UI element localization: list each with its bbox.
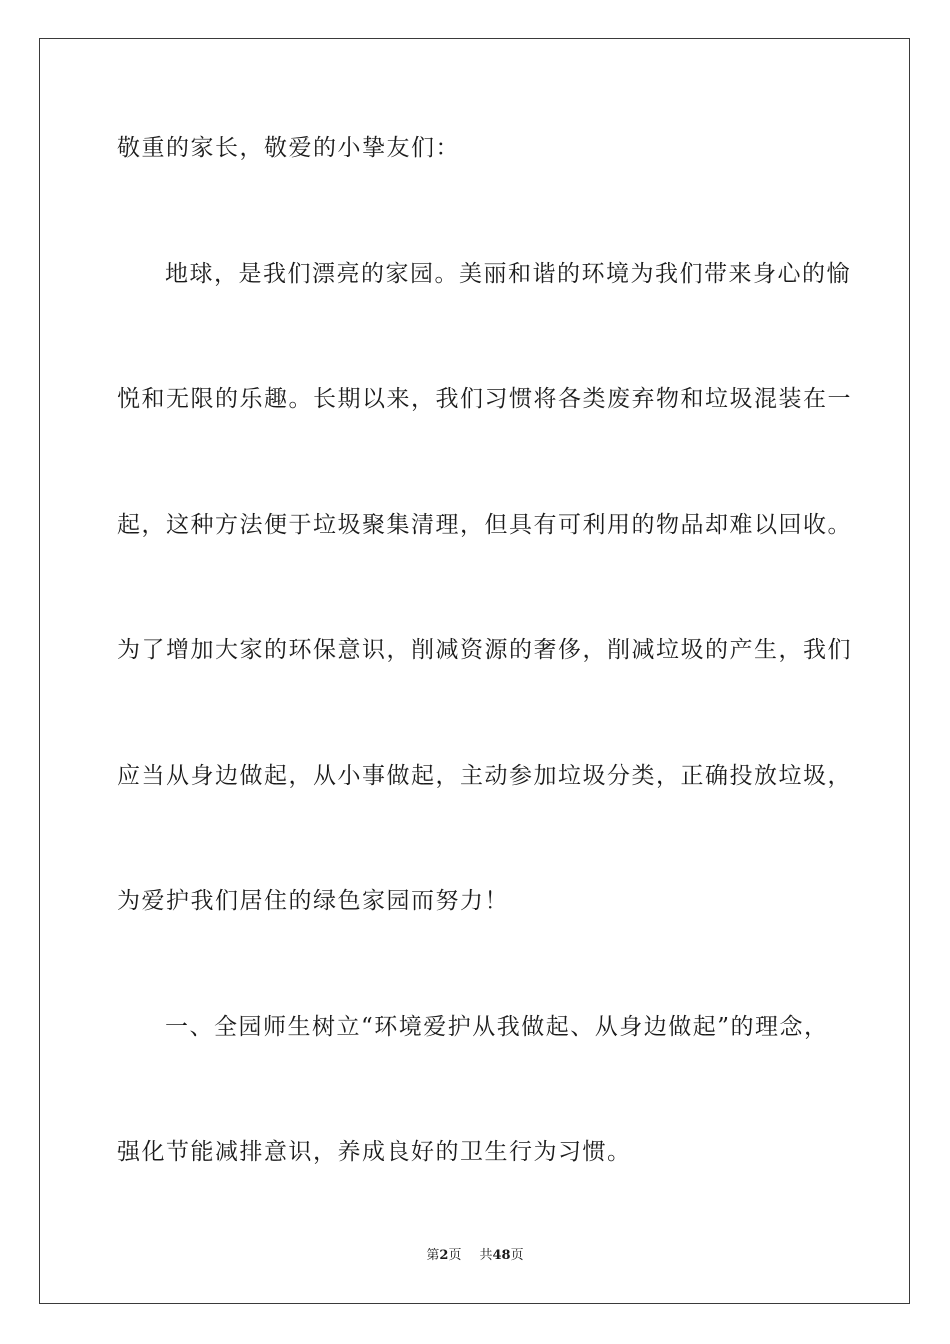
paragraph-line: 为爱护我们居住的绿色家园而努力！ [117,888,509,914]
total-suffix: 页 [510,1248,524,1263]
page-prefix: 第 [426,1248,440,1263]
page-number: 2 [439,1248,449,1263]
paragraph-line: 起，这种方法便于垃圾聚集清理，但具有可利用的物品却难以回收。 [117,512,852,538]
salutation-line: 敬重的家长，敬爱的小挚友们： [117,135,460,161]
page-footer [0,1247,950,1265]
total-pages: 48 [492,1248,511,1263]
paragraph-line: 强化节能减排意识，养成良好的卫生行为习惯。 [117,1139,632,1165]
paragraph-line: 悦和无限的乐趣。长期以来，我们习惯将各类废弃物和垃圾混装在一 [117,386,852,412]
total-prefix: 共 [479,1248,493,1263]
paragraph-line: 一、全园师生树立“环境爱护从我做起、从身边做起”的理念， [165,1014,829,1040]
page-border [39,38,910,1304]
paragraph-line: 应当从身边做起，从小事做起，主动参加垃圾分类，正确投放垃圾， [117,763,852,789]
paragraph-line: 为了增加大家的环保意识，削减资源的奢侈，削减垃圾的产生，我们 [117,637,852,663]
paragraph-line: 地球，是我们漂亮的家园。美丽和谐的环境为我们带来身心的愉 [165,261,851,287]
page-suffix: 页 [448,1248,462,1263]
